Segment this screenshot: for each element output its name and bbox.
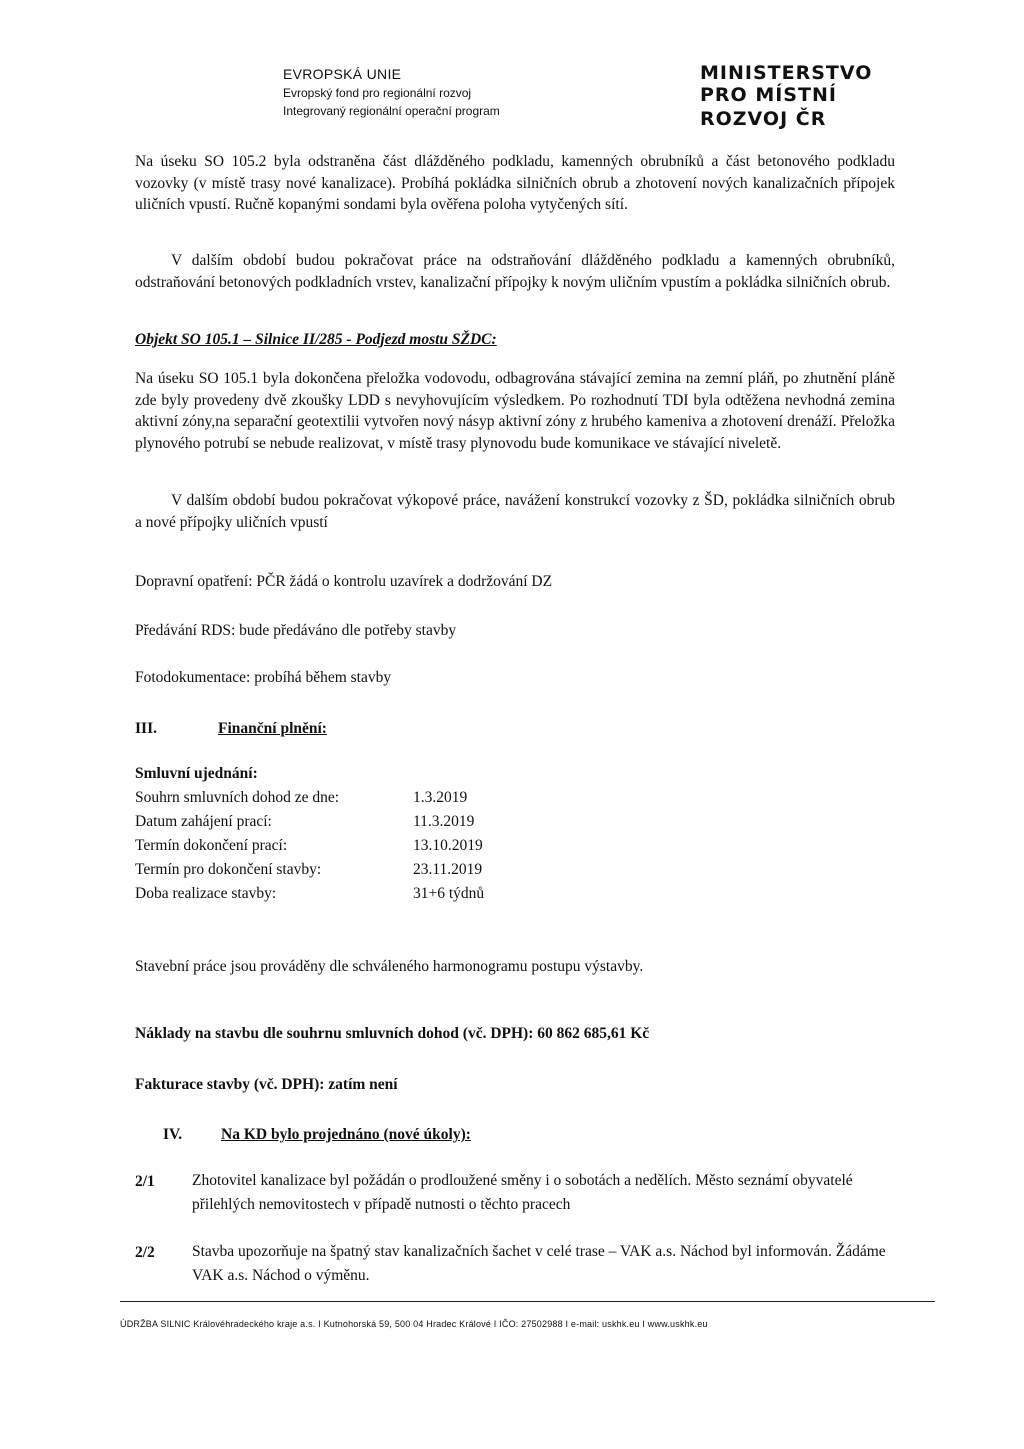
contract-row-value: 31+6 týdnů — [413, 885, 485, 902]
section-4-number: IV. — [163, 1126, 183, 1143]
eu-fund-name: Evropský fond pro regionální rozvoj — [283, 86, 472, 100]
ministry-line-1: MINISTERSTVO — [700, 62, 873, 84]
eu-title: EVROPSKÁ UNIE — [283, 66, 402, 82]
section-4-title: Na KD bylo projednáno (nové úkoly): — [221, 1126, 471, 1143]
ministry-line-2: PRO MÍSTNÍ — [700, 84, 837, 106]
contract-row-label: Doba realizace stavby: — [135, 885, 277, 902]
eu-program-name: Integrovaný regionální operační program — [283, 104, 500, 118]
contract-heading: Smluvní ujednání: — [135, 765, 258, 782]
contract-row-value: 11.3.2019 — [413, 813, 475, 830]
contract-row-label: Souhrn smluvních dohod ze dne: — [135, 789, 340, 806]
contract-row-value: 13.10.2019 — [413, 837, 483, 854]
contract-row-label: Datum zahájení prací: — [135, 813, 272, 830]
paragraph-next-period-2: V dalším období budou pokračovat výkopové práce, navážení konstrukcí vozovky z ŠD, pokládka silničních obrub a nové přípojky uličních vpustí — [135, 492, 895, 531]
section-3-title: Finanční plnění: — [218, 720, 327, 737]
rds-handover: Předávání RDS: bude předáváno dle potřeby stavby — [135, 622, 457, 639]
object-heading: Objekt SO 105.1 – Silnice II/285 - Podjezd mostu SŽDC: — [135, 331, 497, 348]
schedule-note: Stavební práce jsou prováděny dle schváleného harmonogramu postupu výstavby. — [135, 958, 644, 975]
invoicing-status: Fakturace stavby (vč. DPH): zatím není — [135, 1076, 398, 1093]
footer-contact: ÚDRŽBA SILNIC Královéhradeckého kraje a.s. I Kutnohorská 59, 500 04 Hradec Králové I IČO: 27502988 I e-mail: uskhk.eu I www.uskhk.eu — [120, 1319, 708, 1329]
task-text: Stavba upozorňuje na špatný stav kanalizačních šachet v celé trase – VAK a.s. Náchod byl informován. Žádáme VAK a.s. Náchod o výměnu. — [192, 1243, 886, 1284]
contract-row-value: 1.3.2019 — [413, 789, 468, 806]
section-3-number: III. — [135, 720, 157, 737]
contract-row-label: Termín pro dokončení stavby: — [135, 861, 322, 878]
contract-row-label: Termín dokončení prací: — [135, 837, 288, 854]
construction-costs: Náklady na stavbu dle souhrnu smluvních dohod (vč. DPH): 60 862 685,61 Kč — [135, 1025, 650, 1042]
photo-documentation: Fotodokumentace: probíhá během stavby — [135, 669, 392, 686]
contract-row-value: 23.11.2019 — [413, 861, 483, 878]
task-number: 2/2 — [135, 1244, 155, 1261]
paragraph-so-105-1: Na úseku SO 105.1 byla dokončena přeložka vodovodu, odbagrována stávající zemina na zemní pláň, po zhutnění pláně zde byly provedeny dvě zkoušky LDD s nevyhovujícím výsledkem. Po rozhodnutí TDI byla odtěžena nevhodná zemina aktivní zóny,na separační geotextilii vytvořen nový násyp aktivní zóny z hrubého kameniva a zhotovení drenáží. Přeložka plynového potrubí se nebude realizovat, v místě trasy plynovodu bude komunikace ve stávající niveletě. — [135, 370, 895, 452]
ministry-line-3: ROZVOJ ČR — [700, 108, 827, 130]
traffic-measures: Dopravní opatření: PČR žádá o kontrolu uzavírek a dodržování DZ — [135, 573, 553, 590]
task-number: 2/1 — [135, 1173, 155, 1190]
paragraph-so-105-2: Na úseku SO 105.2 byla odstraněna část dlážděného podkladu, kamenných obrubníků a část betonového podkladu vozovky (v místě trasy nové kanalizace). Probíhá pokládka silničních obrub a zhotovení nových kanalizačních přípojek uličních vpustí. Ručně kopanými sondami byla ověřena poloha vytyčených sítí. — [135, 153, 895, 213]
footer-divider — [120, 1301, 935, 1302]
paragraph-next-period-1: V dalším období budou pokračovat práce na odstraňování dlážděného podkladu a kamenných obrubníků, odstraňování betonových podkladních vrstev, kanalizační přípojky k novým uličním vpustím a pokládka silničních obrub. — [135, 252, 895, 291]
task-text: Zhotovitel kanalizace byl požádán o prodloužené směny i o sobotách a nedělích. Město seznámí obyvatelé přilehlých nemovitostech v případě nutnosti o těchto pracech — [192, 1172, 853, 1213]
